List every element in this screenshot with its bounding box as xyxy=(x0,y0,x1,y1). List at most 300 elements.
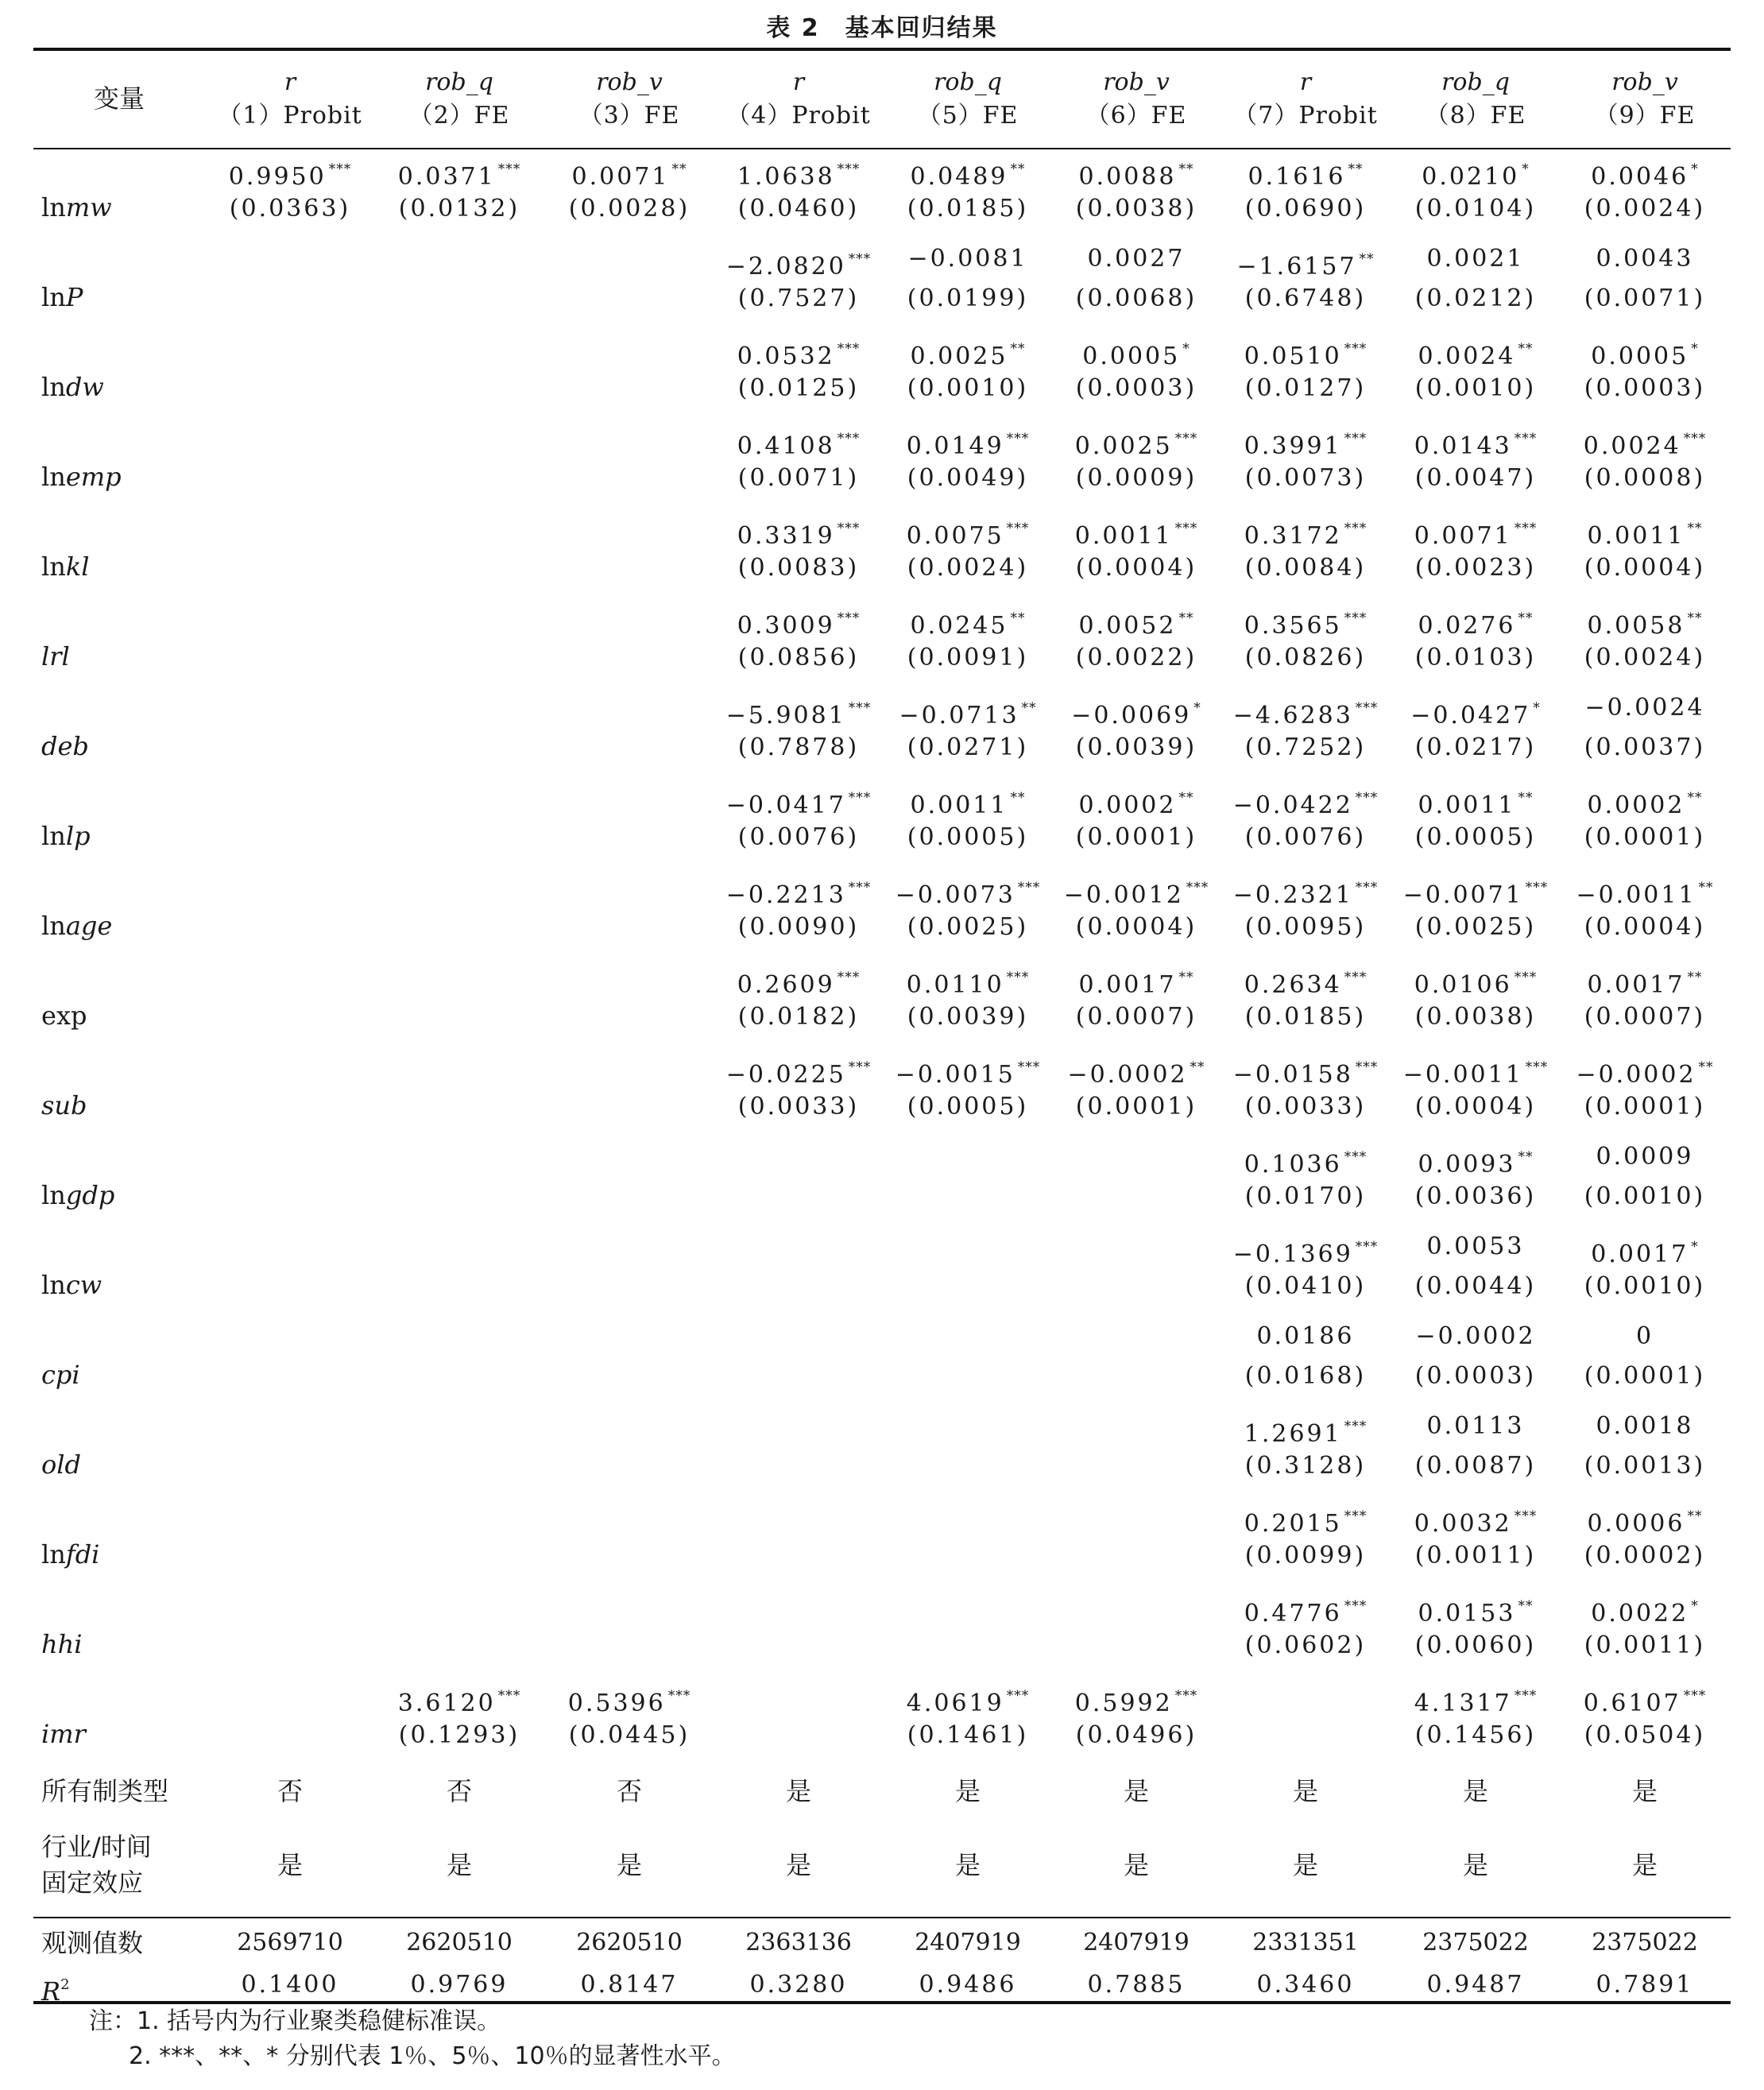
variable-label xyxy=(41,637,70,676)
coefficient-cell xyxy=(1588,958,1703,997)
coefficient-value: 1.2691 xyxy=(1244,1420,1342,1448)
significance-stars: ** xyxy=(1518,610,1534,626)
header-dependent-var: rob_v xyxy=(1611,68,1678,96)
standard-error-cell: (0.0008) xyxy=(1584,464,1706,492)
significance-stars: *** xyxy=(667,1688,691,1704)
variable-label xyxy=(41,1265,102,1305)
coefficient-cell xyxy=(1075,1676,1197,1716)
coefficient-cell xyxy=(737,419,860,459)
coefficient-value: 0.0018 xyxy=(1596,1412,1694,1440)
coefficient-cell xyxy=(1588,1496,1703,1536)
ownership-value: 是 xyxy=(1631,1776,1658,1806)
coefficient-cell xyxy=(1079,958,1194,997)
variable-name: hhi xyxy=(41,1629,83,1659)
standard-error-cell: (0.0690) xyxy=(1244,195,1367,223)
coefficient-value: 0.1036 xyxy=(1244,1151,1342,1179)
standard-error-cell: (0.0496) xyxy=(1075,1721,1197,1749)
significance-stars: *** xyxy=(1344,1149,1367,1165)
significance-stars: * xyxy=(1691,1598,1699,1614)
variable-name: kl xyxy=(65,552,90,582)
coefficient-cell xyxy=(1236,239,1374,279)
coefficient-cell xyxy=(1596,1137,1694,1177)
coefficient-cell xyxy=(1588,509,1703,548)
coefficient-value: 0.0245 xyxy=(910,612,1008,640)
significance-stars: *** xyxy=(1514,1688,1538,1704)
significance-stars: ** xyxy=(1178,161,1194,177)
variable-prefix: ln xyxy=(41,821,66,851)
coefficient-cell xyxy=(1082,329,1190,369)
coefficient-cell xyxy=(737,149,860,189)
variable-prefix: ln xyxy=(41,911,66,941)
standard-error-cell: (0.0001) xyxy=(1584,823,1706,851)
significance-stars: *** xyxy=(1344,341,1367,357)
coefficient-value: 0.0024 xyxy=(1418,343,1516,370)
standard-error-cell: (0.0004) xyxy=(1584,913,1706,941)
coefficient-cell xyxy=(1079,598,1194,638)
observations-label: 观测值数 xyxy=(41,1928,144,1958)
header-model-label: （8）FE xyxy=(1425,102,1526,130)
coefficient-value: 0.0032 xyxy=(1414,1510,1512,1538)
coefficient-cell xyxy=(1403,1047,1549,1087)
standard-error-cell: (0.1293) xyxy=(398,1721,520,1749)
standard-error-cell: (0.0005) xyxy=(907,1093,1029,1120)
significance-stars: *** xyxy=(1006,970,1030,985)
significance-stars: *** xyxy=(1174,431,1198,447)
standard-error-cell: (0.0005) xyxy=(907,823,1029,851)
coefficient-cell xyxy=(229,149,351,189)
standard-error-cell: (0.0199) xyxy=(907,284,1029,312)
coefficient-value: 0.0093 xyxy=(1418,1151,1516,1179)
coefficient-value: 0.1616 xyxy=(1248,163,1346,191)
standard-error-cell: (0.0410) xyxy=(1244,1272,1367,1300)
standard-error-cell: (0.0170) xyxy=(1244,1182,1367,1210)
standard-error-cell: (0.0083) xyxy=(737,554,860,582)
coefficient-cell xyxy=(911,598,1026,638)
significance-stars: ** xyxy=(1518,790,1534,806)
variable-prefix: ln xyxy=(41,282,66,312)
coefficient-value: −5.9081 xyxy=(725,702,846,730)
header-model-label: （7）Probit xyxy=(1233,102,1378,130)
ownership-value: 是 xyxy=(1462,1776,1489,1806)
coefficient-cell xyxy=(1415,1317,1535,1357)
standard-error-cell: (0.0013) xyxy=(1584,1452,1706,1480)
coefficient-cell xyxy=(1233,778,1379,818)
header-model-label: （6）FE xyxy=(1085,102,1187,130)
coefficient-cell xyxy=(1418,1137,1534,1177)
coefficient-cell xyxy=(1244,1496,1367,1536)
coefficient-value: −0.1369 xyxy=(1232,1240,1353,1268)
coefficient-cell xyxy=(1576,868,1713,908)
coefficient-value: 0.0210 xyxy=(1422,163,1520,191)
standard-error-cell: (0.0038) xyxy=(1075,195,1197,223)
coefficient-value: 0.0005 xyxy=(1591,343,1689,370)
r-squared-label xyxy=(41,1965,70,2005)
variable-prefix: ln xyxy=(41,192,66,223)
coefficient-cell xyxy=(1233,868,1379,908)
standard-error-cell: (0.6748) xyxy=(1244,284,1367,312)
coefficient-value: −0.0012 xyxy=(1063,881,1184,909)
variable-name: cw xyxy=(65,1270,103,1300)
standard-error-cell: (0.0025) xyxy=(1414,913,1537,941)
standard-error-cell: (0.0071) xyxy=(1584,284,1706,312)
coefficient-cell xyxy=(726,868,872,908)
observations-value: 2407919 xyxy=(1083,1929,1190,1956)
coefficient-cell xyxy=(737,958,860,997)
coefficient-value: 0.0011 xyxy=(910,791,1008,819)
coefficient-cell xyxy=(737,329,860,369)
standard-error-cell: (0.0084) xyxy=(1244,554,1367,582)
significance-stars: *** xyxy=(1355,790,1379,806)
variable-label xyxy=(41,726,89,766)
coefficient-value: 0.0043 xyxy=(1596,245,1694,273)
standard-error-cell: (0.0033) xyxy=(737,1093,860,1120)
fe-value: 是 xyxy=(1123,1850,1150,1880)
coefficient-cell xyxy=(1244,1586,1367,1626)
coefficient-cell xyxy=(1596,239,1694,279)
coefficient-value: −0.0073 xyxy=(895,881,1015,909)
significance-stars: *** xyxy=(1514,521,1538,536)
variable-label xyxy=(41,1714,86,1754)
standard-error-cell: (0.0049) xyxy=(907,464,1029,492)
observations-value: 2331351 xyxy=(1252,1929,1359,1956)
standard-error-cell: (0.0856) xyxy=(737,644,860,672)
observations-value: 2620510 xyxy=(406,1929,513,1956)
header-dependent-var: r xyxy=(1299,68,1312,96)
variable-name: emp xyxy=(65,462,122,492)
standard-error-cell: (0.0024) xyxy=(1584,644,1706,672)
coefficient-value: −2.0820 xyxy=(725,253,846,281)
coefficient-value: 0.0009 xyxy=(1596,1143,1694,1171)
significance-stars: *** xyxy=(1355,1239,1379,1255)
header-model-label: （1）Probit xyxy=(218,102,362,130)
fe-value: 是 xyxy=(1631,1850,1658,1880)
coefficient-cell xyxy=(1418,778,1534,818)
coefficient-cell xyxy=(896,868,1041,908)
standard-error-cell: (0.0185) xyxy=(907,195,1029,223)
header-dependent-var: r xyxy=(792,68,805,96)
coefficient-value: 4.1317 xyxy=(1414,1689,1512,1717)
coefficient-cell xyxy=(1414,419,1537,459)
r-squared-value: 0.7885 xyxy=(1087,1971,1186,1999)
variable-label xyxy=(41,996,87,1035)
standard-error-cell: (0.0445) xyxy=(568,1721,691,1749)
significance-stars: ** xyxy=(1348,161,1364,177)
coefficient-cell xyxy=(726,1047,872,1087)
note-line-1: 注：1. 括号内为行业聚类稳健标准误。 xyxy=(89,2007,501,2035)
coefficient-cell xyxy=(572,149,687,189)
standard-error-cell: (0.0024) xyxy=(1584,195,1706,223)
significance-stars: *** xyxy=(1344,970,1367,985)
coefficient-cell xyxy=(1403,868,1549,908)
coefficient-cell xyxy=(1233,1227,1379,1267)
standard-error-cell: (0.0004) xyxy=(1075,554,1197,582)
significance-stars: *** xyxy=(1355,700,1379,716)
coefficient-value: −0.0002 xyxy=(1067,1061,1188,1089)
significance-stars: *** xyxy=(1006,521,1030,536)
variable-name: fdi xyxy=(65,1539,100,1569)
standard-error-cell: (0.0033) xyxy=(1244,1093,1367,1120)
significance-stars: * xyxy=(1691,341,1699,357)
coefficient-value: 0.0011 xyxy=(1418,791,1516,819)
standard-error-cell: (0.0182) xyxy=(737,1003,860,1031)
coefficient-value: −0.0158 xyxy=(1232,1061,1353,1089)
variable-name: sub xyxy=(41,1090,87,1120)
significance-stars: *** xyxy=(1006,1688,1030,1704)
significance-stars: *** xyxy=(837,341,861,357)
coefficient-cell xyxy=(1584,1676,1706,1716)
coefficient-value: −0.0225 xyxy=(725,1061,846,1089)
variable-name: gdp xyxy=(65,1180,115,1210)
variable-prefix: ln xyxy=(41,1539,66,1569)
standard-error-cell: (0.0001) xyxy=(1584,1093,1706,1120)
coefficient-cell xyxy=(1088,239,1186,279)
coefficient-cell xyxy=(1244,958,1367,997)
r-squared-value: 0.8147 xyxy=(580,1971,679,1999)
coefficient-cell xyxy=(1244,1137,1367,1177)
variable-prefix: ln xyxy=(41,552,66,582)
standard-error-cell: (0.1461) xyxy=(907,1721,1029,1749)
coefficient-cell xyxy=(1064,868,1209,908)
coefficient-value: 0.0017 xyxy=(1591,1240,1689,1268)
r-squared-value: 0.9487 xyxy=(1426,1971,1525,1999)
variable-name: dw xyxy=(65,372,104,402)
fe-value: 是 xyxy=(954,1850,981,1880)
variable-label xyxy=(41,1355,80,1395)
significance-stars: *** xyxy=(1186,880,1209,896)
coefficient-cell xyxy=(1244,509,1367,548)
header-model-label: （3）FE xyxy=(578,102,680,130)
coefficient-cell xyxy=(1591,329,1698,369)
standard-error-cell: (0.0007) xyxy=(1584,1003,1706,1031)
significance-stars: *** xyxy=(497,161,521,177)
coefficient-value: −1.6157 xyxy=(1236,253,1357,281)
standard-error-cell: (0.0271) xyxy=(907,733,1029,761)
coefficient-value: 0.3172 xyxy=(1244,522,1342,550)
standard-error-cell: (0.7878) xyxy=(737,733,860,761)
coefficient-value: −0.0011 xyxy=(1402,1061,1523,1089)
significance-stars: ** xyxy=(1518,341,1534,357)
standard-error-cell: (0.0090) xyxy=(737,913,860,941)
standard-error-cell: (0.0504) xyxy=(1584,1721,1706,1749)
coefficient-cell xyxy=(907,419,1029,459)
coefficient-cell xyxy=(1244,329,1367,369)
significance-stars: * xyxy=(1691,161,1699,177)
variable-name: P xyxy=(65,282,83,312)
header-dependent-var: rob_v xyxy=(1103,68,1170,96)
standard-error-cell: (0.0001) xyxy=(1075,1093,1197,1120)
coefficient-value: 0.3009 xyxy=(737,612,835,640)
standard-error-cell: (0.0001) xyxy=(1075,823,1197,851)
table-title: 表 2 基本回归结果 xyxy=(766,14,998,42)
coefficient-value: 1.0638 xyxy=(737,163,835,191)
coefficient-cell xyxy=(1079,149,1194,189)
coefficient-cell xyxy=(726,688,872,728)
standard-error-cell: (0.0104) xyxy=(1414,195,1537,223)
r-squared-value: 0.9486 xyxy=(919,1971,1017,1999)
ownership-value: 是 xyxy=(785,1776,812,1806)
variable-label xyxy=(41,906,112,946)
significance-stars: ** xyxy=(1178,970,1194,985)
standard-error-cell: (0.0071) xyxy=(737,464,860,492)
coefficient-value: 0.0011 xyxy=(1587,522,1685,550)
coefficient-cell xyxy=(1244,1407,1367,1446)
coefficient-value: 0.0371 xyxy=(397,163,496,191)
coefficient-value: 0.0110 xyxy=(906,971,1004,999)
coefficient-cell xyxy=(907,509,1029,548)
r-squared-superscript: 2 xyxy=(60,1976,70,1993)
significance-stars: *** xyxy=(1683,1688,1707,1704)
standard-error-cell: (0.0168) xyxy=(1244,1362,1367,1390)
coefficient-value: 0.0025 xyxy=(1074,432,1173,460)
significance-stars: ** xyxy=(1178,790,1194,806)
variable-prefix: ln xyxy=(41,1270,66,1300)
standard-error-cell: (0.0047) xyxy=(1414,464,1537,492)
coefficient-cell xyxy=(1418,329,1534,369)
standard-error-cell: (0.0103) xyxy=(1414,644,1537,672)
significance-stars: ** xyxy=(671,161,687,177)
coefficient-value: 0.0011 xyxy=(1074,522,1173,550)
coefficient-cell xyxy=(726,239,872,279)
coefficient-value: −0.0422 xyxy=(1232,791,1353,819)
fe-value: 是 xyxy=(785,1850,812,1880)
coefficient-cell xyxy=(398,149,520,189)
coefficient-cell xyxy=(568,1676,691,1716)
coefficient-value: 0.0075 xyxy=(906,522,1004,550)
observations-value: 2375022 xyxy=(1592,1929,1698,1956)
significance-stars: *** xyxy=(1344,1598,1367,1614)
standard-error-cell: (0.1456) xyxy=(1414,1721,1537,1749)
standard-error-cell: (0.0004) xyxy=(1414,1093,1537,1120)
standard-error-cell: (0.0004) xyxy=(1584,554,1706,582)
coefficient-value: 0.4108 xyxy=(737,432,835,460)
header-dependent-var: r xyxy=(284,68,296,96)
coefficient-cell xyxy=(1414,509,1537,548)
significance-stars: *** xyxy=(1006,431,1030,447)
observations-value: 2569710 xyxy=(237,1929,343,1956)
standard-error-cell: (0.0025) xyxy=(907,913,1029,941)
note-line-2: 2. ***、**、* 分别代表 1％、5％、10％的显著性水平。 xyxy=(129,2042,736,2070)
coefficient-value: 0.0149 xyxy=(906,432,1004,460)
coefficient-value: 0.0022 xyxy=(1591,1600,1689,1627)
variable-name: deb xyxy=(41,731,89,761)
significance-stars: *** xyxy=(848,251,872,267)
variable-name: mw xyxy=(65,192,112,223)
variable-name: lrl xyxy=(41,641,70,672)
standard-error-cell: (0.0602) xyxy=(1244,1631,1367,1659)
standard-error-cell: (0.0011) xyxy=(1414,1542,1537,1569)
standard-error-cell: (0.0001) xyxy=(1584,1362,1706,1390)
coefficient-value: 0.0005 xyxy=(1082,343,1181,370)
significance-stars: ** xyxy=(1010,790,1026,806)
coefficient-cell xyxy=(1584,419,1706,459)
standard-error-cell: (0.0076) xyxy=(1244,823,1367,851)
coefficient-value: 0.0021 xyxy=(1426,245,1525,273)
variable-prefix: ln xyxy=(41,372,66,402)
variable-label xyxy=(41,547,89,586)
coefficient-cell xyxy=(907,958,1029,997)
coefficient-cell xyxy=(896,1047,1041,1087)
coefficient-value: 0.2015 xyxy=(1244,1510,1342,1538)
coefficient-cell xyxy=(911,778,1026,818)
variable-name: age xyxy=(65,911,113,941)
coefficient-cell xyxy=(737,598,860,638)
coefficient-value: 4.0619 xyxy=(906,1689,1004,1717)
significance-stars: ** xyxy=(1687,790,1703,806)
observations-value: 2363136 xyxy=(745,1929,852,1956)
coefficient-value: 0.0006 xyxy=(1587,1510,1685,1538)
r-squared-value: 0.7891 xyxy=(1596,1971,1694,1999)
significance-stars: ** xyxy=(1698,880,1714,896)
significance-stars: ** xyxy=(1010,161,1026,177)
standard-error-cell: (0.7252) xyxy=(1244,733,1367,761)
standard-error-cell: (0.0023) xyxy=(1414,554,1537,582)
coefficient-value: 0.5992 xyxy=(1074,1689,1173,1717)
coefficient-value: −0.2321 xyxy=(1232,881,1353,909)
fe-value: 是 xyxy=(446,1850,473,1880)
variable-prefix: ln xyxy=(41,462,66,492)
significance-stars: ** xyxy=(1518,1149,1534,1165)
variable-label xyxy=(41,1535,99,1574)
coefficient-value: 0.0510 xyxy=(1244,343,1342,370)
significance-stars: *** xyxy=(1514,970,1538,985)
coefficient-value: 0.0053 xyxy=(1426,1233,1525,1260)
significance-stars: *** xyxy=(1344,431,1367,447)
coefficient-value: 0.0002 xyxy=(1587,791,1685,819)
standard-error-cell: (0.0036) xyxy=(1414,1182,1537,1210)
coefficient-value: −0.0024 xyxy=(1584,694,1705,722)
significance-stars: *** xyxy=(1344,610,1367,626)
coefficient-cell xyxy=(1591,1227,1698,1267)
significance-stars: *** xyxy=(1355,880,1379,896)
header-dependent-var: rob_q xyxy=(425,68,493,96)
observations-value: 2407919 xyxy=(915,1929,1021,1956)
coefficient-value: 0.0276 xyxy=(1418,612,1516,640)
significance-stars: ** xyxy=(1687,521,1703,536)
fe-label-line1: 行业/时间 xyxy=(41,1832,152,1862)
significance-stars: ** xyxy=(1687,610,1703,626)
coefficient-value: −0.2213 xyxy=(725,881,846,909)
standard-error-cell: (0.0010) xyxy=(1584,1272,1706,1300)
coefficient-cell xyxy=(1418,598,1534,638)
ownership-value: 否 xyxy=(446,1776,473,1806)
standard-error-cell: (0.0073) xyxy=(1244,464,1367,492)
header-model-label: （2）FE xyxy=(408,102,510,130)
significance-stars: *** xyxy=(1174,521,1198,536)
coefficient-value: 0 xyxy=(1635,1322,1654,1350)
significance-stars: *** xyxy=(1514,1508,1538,1524)
coefficient-cell xyxy=(907,239,1027,279)
coefficient-value: 0.3319 xyxy=(737,522,835,550)
ownership-value: 否 xyxy=(616,1776,643,1806)
fe-value: 是 xyxy=(616,1850,643,1880)
fe-label-line2: 固定效应 xyxy=(41,1867,144,1898)
standard-error-cell: (0.0125) xyxy=(737,374,860,402)
coefficient-cell xyxy=(1244,598,1367,638)
coefficient-cell xyxy=(1418,1586,1534,1626)
coefficient-value: −0.0417 xyxy=(725,791,846,819)
r-squared-value: 0.3460 xyxy=(1256,1971,1355,1999)
standard-error-cell: (0.0038) xyxy=(1414,1003,1537,1031)
coefficient-cell xyxy=(1410,688,1541,728)
significance-stars: *** xyxy=(497,1688,521,1704)
header-dependent-var: rob_q xyxy=(1441,68,1510,96)
ownership-value: 是 xyxy=(1292,1776,1319,1806)
coefficient-cell xyxy=(1244,419,1367,459)
standard-error-cell: (0.0010) xyxy=(1584,1182,1706,1210)
variable-label xyxy=(41,1175,114,1215)
variable-name: lp xyxy=(65,821,91,851)
standard-error-cell: (0.0087) xyxy=(1414,1452,1537,1480)
